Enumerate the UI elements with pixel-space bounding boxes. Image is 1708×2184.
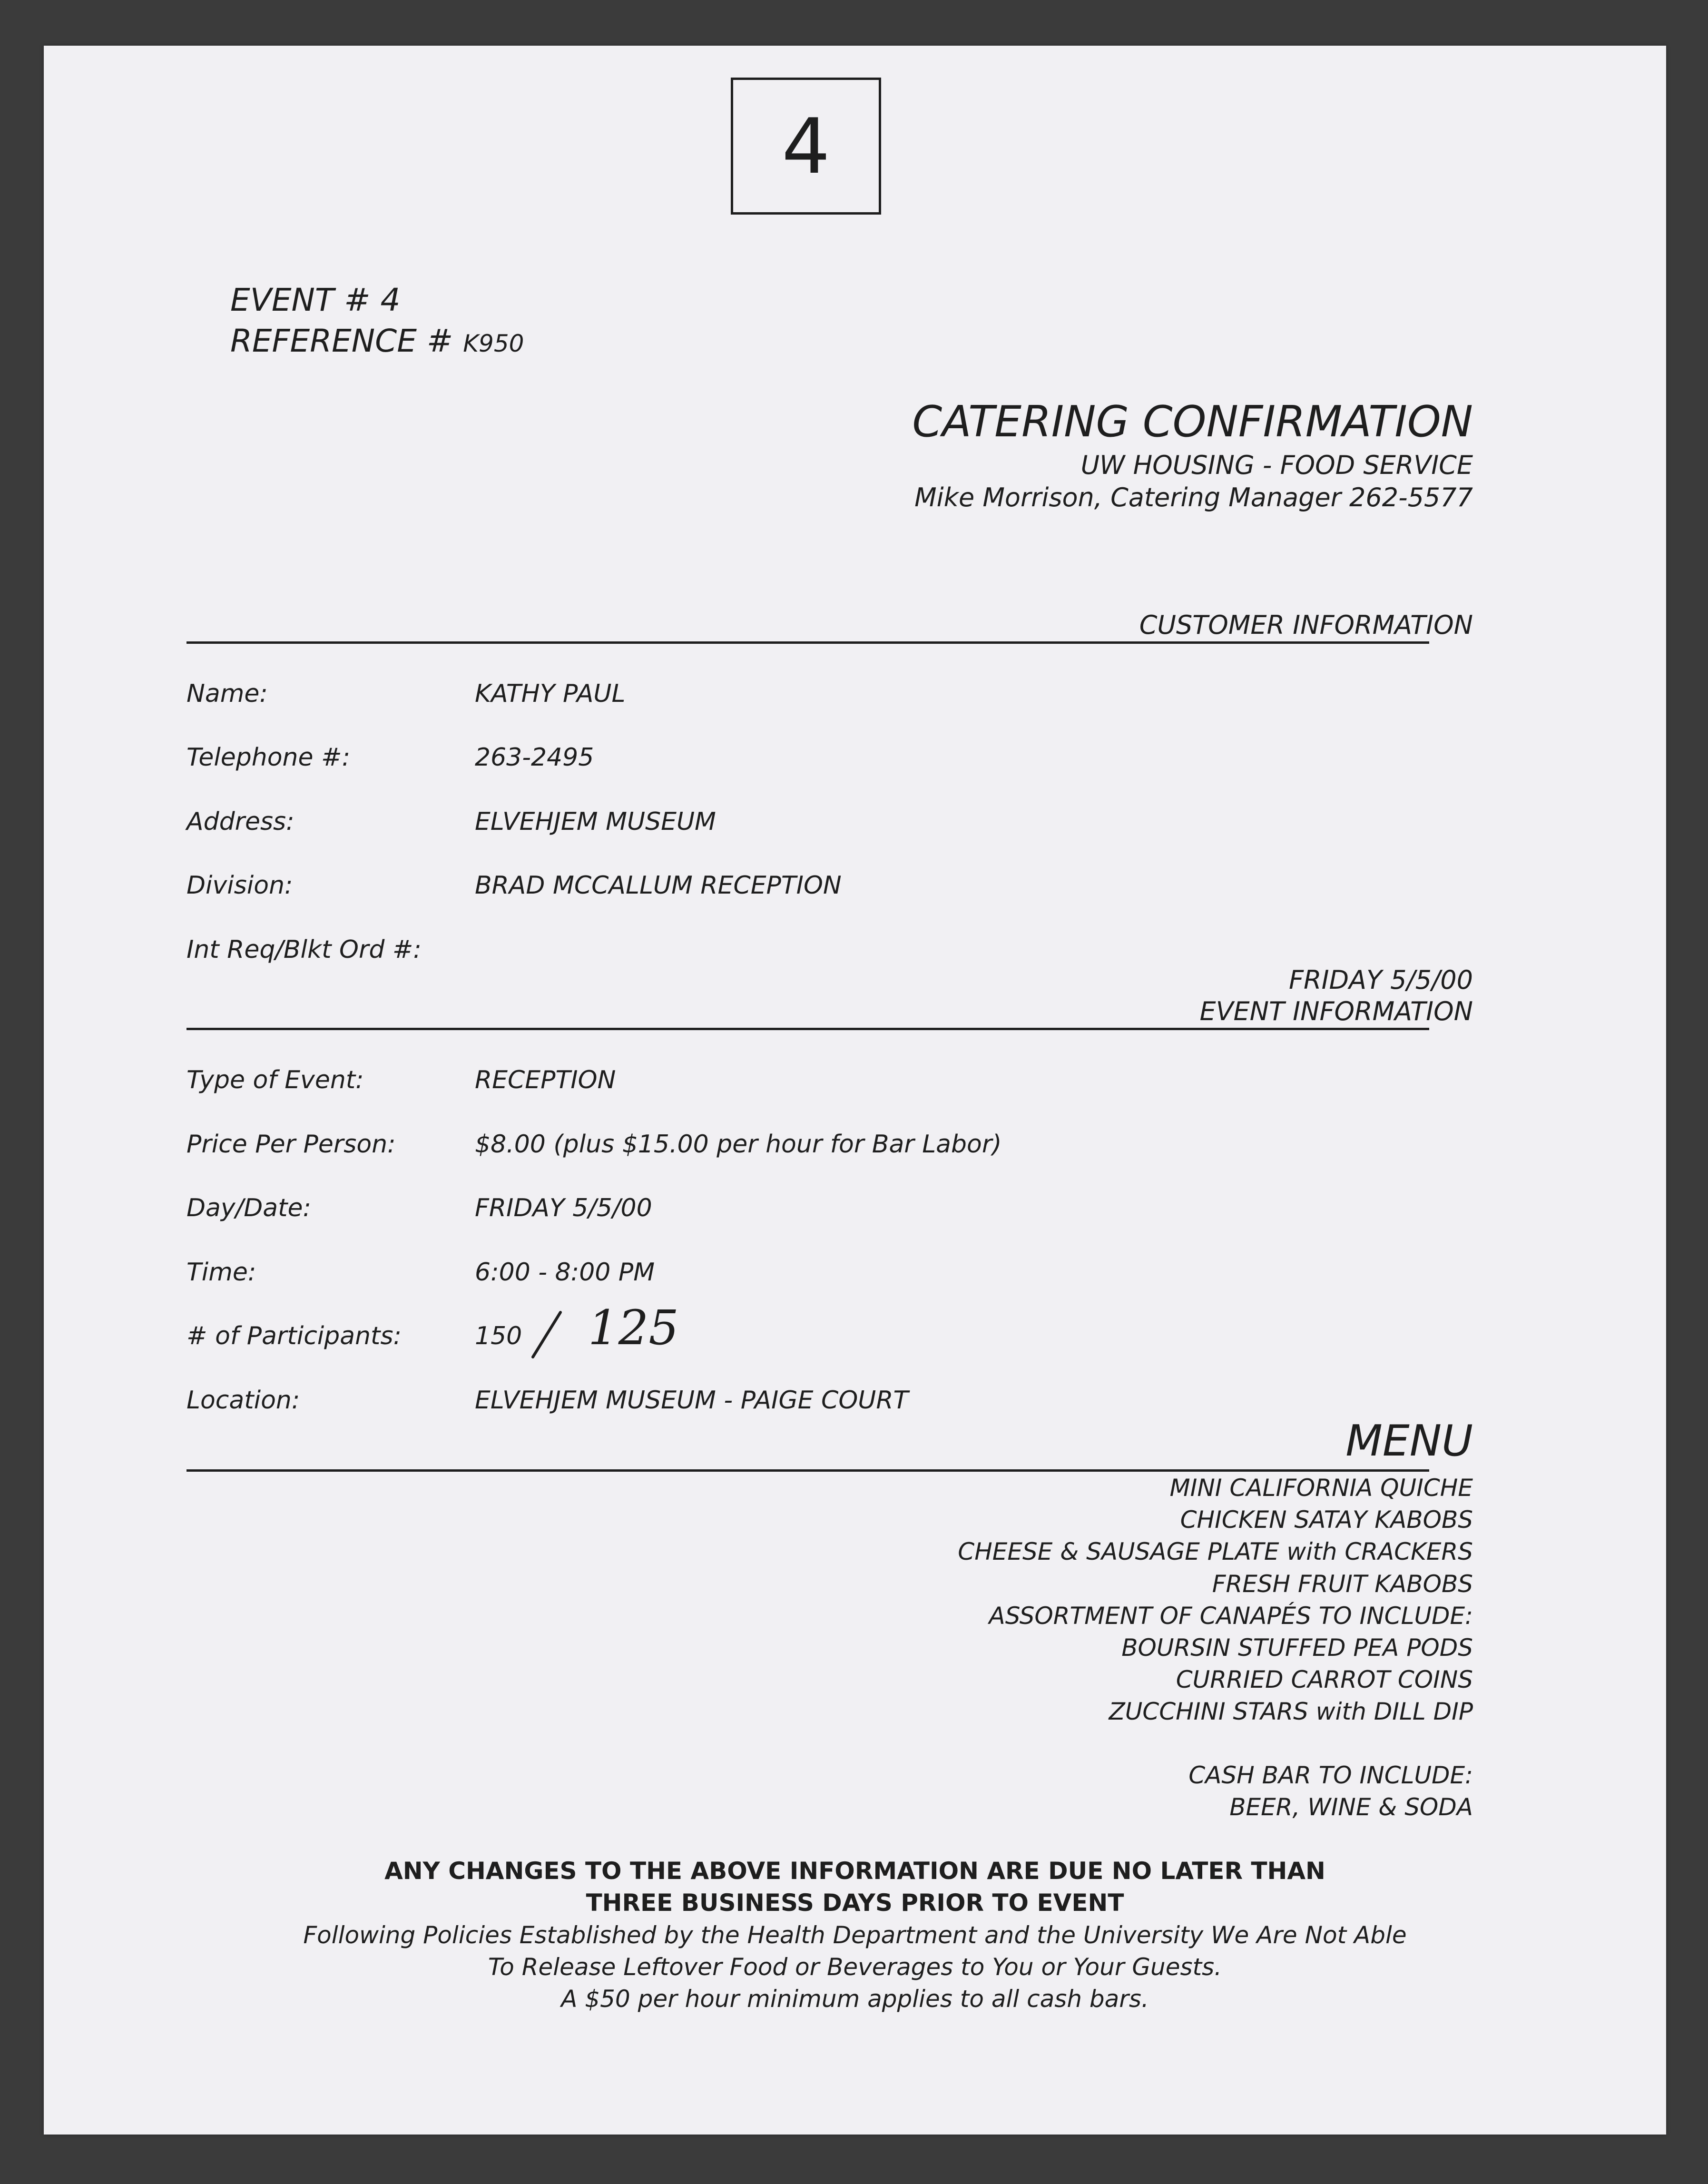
menu-item: MINI CALIFORNIA QUICHE bbox=[1169, 1474, 1473, 1502]
event-location: ELVEHJEM MUSEUM - PAIGE COURT bbox=[475, 1386, 909, 1415]
bar-item: CASH BAR TO INCLUDE: bbox=[1188, 1761, 1473, 1789]
document-title: CATERING CONFIRMATION bbox=[912, 397, 1473, 447]
reference-line bbox=[230, 323, 524, 359]
event-time: 6:00 - 8:00 PM bbox=[475, 1258, 655, 1287]
event-number-box: 4 bbox=[731, 78, 881, 215]
menu-item: ASSORTMENT OF CANAPÉS TO INCLUDE: bbox=[989, 1602, 1473, 1630]
customer-divider bbox=[187, 641, 1429, 644]
notice-line: ANY CHANGES TO THE ABOVE INFORMATION ARE DUE NO LATER THAN bbox=[384, 1857, 1325, 1885]
event-participants: 150 bbox=[475, 1322, 522, 1350]
event-number: EVENT # 4 bbox=[230, 282, 401, 318]
field-label: Price Per Person: bbox=[187, 1130, 396, 1159]
handwritten-strike-mark bbox=[527, 1308, 570, 1361]
menu-item: CHICKEN SATAY KABOBS bbox=[1180, 1506, 1473, 1534]
bar-item: BEER, WINE & SODA bbox=[1229, 1793, 1473, 1821]
event-section-title: EVENT INFORMATION bbox=[1199, 996, 1473, 1026]
menu-item: FRESH FRUIT KABOBS bbox=[1212, 1570, 1473, 1598]
field-label: Address: bbox=[187, 807, 294, 836]
event-price: $8.00 (plus $15.00 per hour for Bar Labor) bbox=[475, 1130, 1002, 1159]
field-label: Time: bbox=[187, 1258, 256, 1287]
menu-item: CURRIED CARROT COINS bbox=[1176, 1666, 1473, 1693]
field-label: Int Req/Blkt Ord #: bbox=[187, 935, 422, 964]
notice-line: THREE BUSINESS DAYS PRIOR TO EVENT bbox=[586, 1889, 1124, 1917]
event-date: FRIDAY 5/5/00 bbox=[475, 1194, 652, 1222]
handwritten-participants: 125 bbox=[588, 1300, 679, 1356]
field-label: Telephone #: bbox=[187, 743, 351, 772]
contact-line: Mike Morrison, Catering Manager 262-5577 bbox=[914, 482, 1473, 512]
field-label: Location: bbox=[187, 1386, 300, 1415]
policy-line: A $50 per hour minimum applies to all cash bars. bbox=[561, 1985, 1149, 2013]
policy-line: To Release Leftover Food or Beverages to You or Your Guests. bbox=[488, 1953, 1222, 1981]
customer-division: BRAD MCCALLUM RECEPTION bbox=[475, 871, 842, 900]
event-divider bbox=[187, 1028, 1429, 1030]
menu-title: MENU bbox=[1345, 1416, 1473, 1466]
field-label: Day/Date: bbox=[187, 1194, 312, 1222]
menu-item: CHEESE & SAUSAGE PLATE with CRACKERS bbox=[958, 1538, 1473, 1565]
customer-address: ELVEHJEM MUSEUM bbox=[475, 807, 716, 836]
menu-item: BOURSIN STUFFED PEA PODS bbox=[1121, 1634, 1473, 1662]
event-date-header: FRIDAY 5/5/00 bbox=[1289, 965, 1473, 995]
org-name: UW HOUSING - FOOD SERVICE bbox=[1080, 450, 1473, 480]
field-label: # of Participants: bbox=[187, 1322, 402, 1350]
event-type: RECEPTION bbox=[475, 1066, 616, 1094]
menu-divider bbox=[187, 1469, 1429, 1472]
field-label: Name: bbox=[187, 679, 268, 708]
reference-label: REFERENCE # bbox=[230, 323, 453, 359]
field-label: Type of Event: bbox=[187, 1066, 364, 1094]
policy-line: Following Policies Established by the Health Department and the University We Are Not Able bbox=[303, 1921, 1407, 1949]
menu-item: ZUCCHINI STARS with DILL DIP bbox=[1109, 1698, 1473, 1725]
customer-section-title: CUSTOMER INFORMATION bbox=[1139, 610, 1473, 640]
customer-name: KATHY PAUL bbox=[475, 679, 626, 708]
field-label: Division: bbox=[187, 871, 293, 900]
reference-value: K950 bbox=[463, 330, 524, 357]
customer-telephone: 263-2495 bbox=[475, 743, 594, 772]
